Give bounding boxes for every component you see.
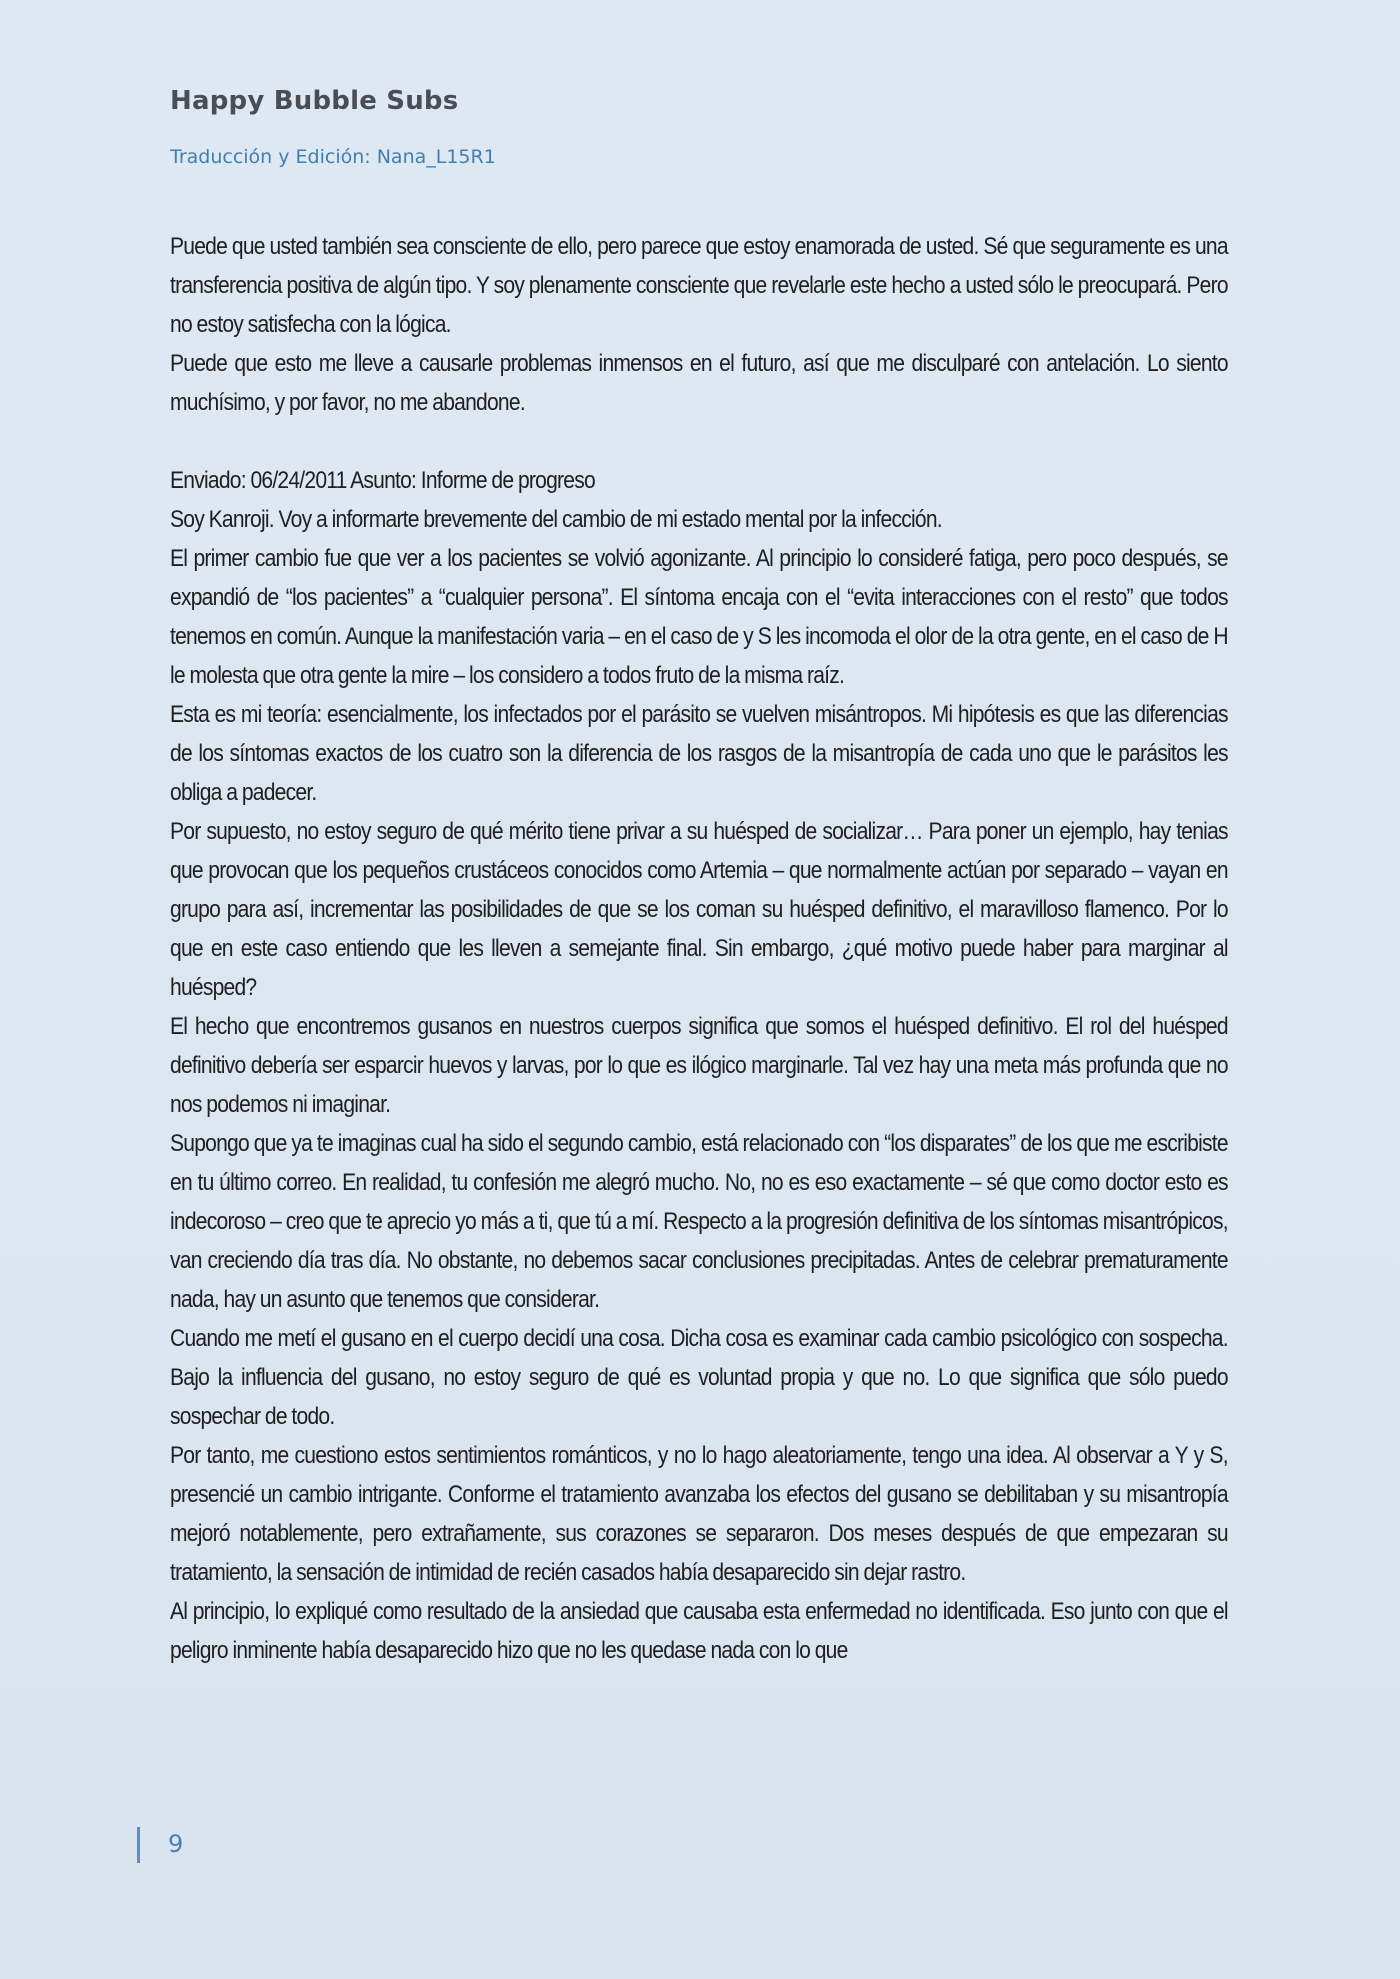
paragraph-spacer [170,422,1228,461]
paragraph: Soy Kanroji. Voy a informarte brevemente del cambio de mi estado mental por la infección. [170,506,942,533]
paragraph: Por tanto, me cuestiono estos sentimientos románticos, y no lo hago aleatoriamente, tengo una idea. Al observar a Y y S, presencié un cambio intrigante. Conforme el tratamiento avanzaba los efectos del gusano se debilitaban y su misantropía mejoró notablemente, pero extrañamente, sus corazones se separaron. Dos meses después de que empezaran su tratamiento, la sensación de intimidad de recién casados había desaparecido sin dejar rastro. [170,1442,1228,1586]
paragraph: Puede que esto me lleve a causarle problemas inmensos en el futuro, así que me disculparé con antelación. Lo siento muchísimo, y por favor, no me abandone. [170,350,1228,416]
document-header-subtitle: Traducción y Edición: Nana_L15R1 [170,146,496,168]
paragraph: Por supuesto, no estoy seguro de qué mérito tiene privar a su huésped de socializar… Para poner un ejemplo, hay tenias que provocan que los pequeños crustáceos conocidos como Artemia – que normalmente actúan por separado – vayan en grupo para así, incrementar las posibilidades de que se los coman su huésped definitivo, el maravilloso flamenco. Por lo que en este caso entiendo que les lleven a semejante final. Sin embargo, ¿qué motivo puede haber para marginar al huésped? [170,818,1228,1001]
email-header-line: Enviado: 06/24/2011 Asunto: Informe de progreso [170,467,595,494]
paragraph: Supongo que ya te imaginas cual ha sido el segundo cambio, está relacionado con “los disparates” de los que me escribiste en tu último correo. En realidad, tu confesión me alegró mucho. No, no es eso exactamente – sé que como doctor esto es indecoroso – creo que te aprecio yo más a ti, que tú a mí. Respecto a la progresión definitiva de los síntomas misantrópicos, van creciendo día tras día. No obstante, no debemos sacar conclusiones precipitadas. Antes de celebrar prematuramente nada, hay un asunto que tenemos que considerar. [170,1130,1228,1313]
paragraph: Puede que usted también sea consciente de ello, pero parece que estoy enamorada de usted. Sé que seguramente es una transferencia positiva de algún tipo. Y soy plenamente consciente que revelarle este hecho a usted sólo le preocupará. Pero no estoy satisfecha con la lógica. [170,233,1228,338]
paragraph: El hecho que encontremos gusanos en nuestros cuerpos significa que somos el huésped definitivo. El rol del huésped definitivo debería ser esparcir huevos y larvas, por lo que es ilógico marginarle. Tal vez hay una meta más profunda que no nos podemos ni imaginar. [170,1013,1228,1118]
document-body [170,227,1228,1670]
document-header-title: Happy Bubble Subs [170,86,459,116]
paragraph: El primer cambio fue que ver a los pacientes se volvió agonizante. Al principio lo consideré fatiga, pero poco después, se expandió de “los pacientes” a “cualquier persona”. El síntoma encaja con el “evita interacciones con el resto” que todos tenemos en común. Aunque la manifestación varia – en el caso de y S les incomoda el olor de la otra gente, en el caso de H le molesta que otra gente la mire – los considero a todos fruto de la misma raíz. [170,545,1228,689]
paragraph: Al principio, lo expliqué como resultado de la ansiedad que causaba esta enfermedad no identificada. Eso junto con que el peligro inminente había desaparecido hizo que no les quedase nada con lo que [170,1598,1228,1664]
page-number: 9 [168,1830,184,1858]
footer-accent-bar [137,1827,140,1863]
paragraph: Esta es mi teoría: esencialmente, los infectados por el parásito se vuelven misántropos. Mi hipótesis es que las diferencias de los síntomas exactos de los cuatro son la diferencia de los rasgos de la misantropía de cada uno que le parásitos les obliga a padecer. [170,701,1228,806]
paragraph: Cuando me metí el gusano en el cuerpo decidí una cosa. Dicha cosa es examinar cada cambio psicológico con sospecha. Bajo la influencia del gusano, no estoy seguro de qué es voluntad propia y que no. Lo que significa que sólo puedo sospechar de todo. [170,1325,1228,1430]
